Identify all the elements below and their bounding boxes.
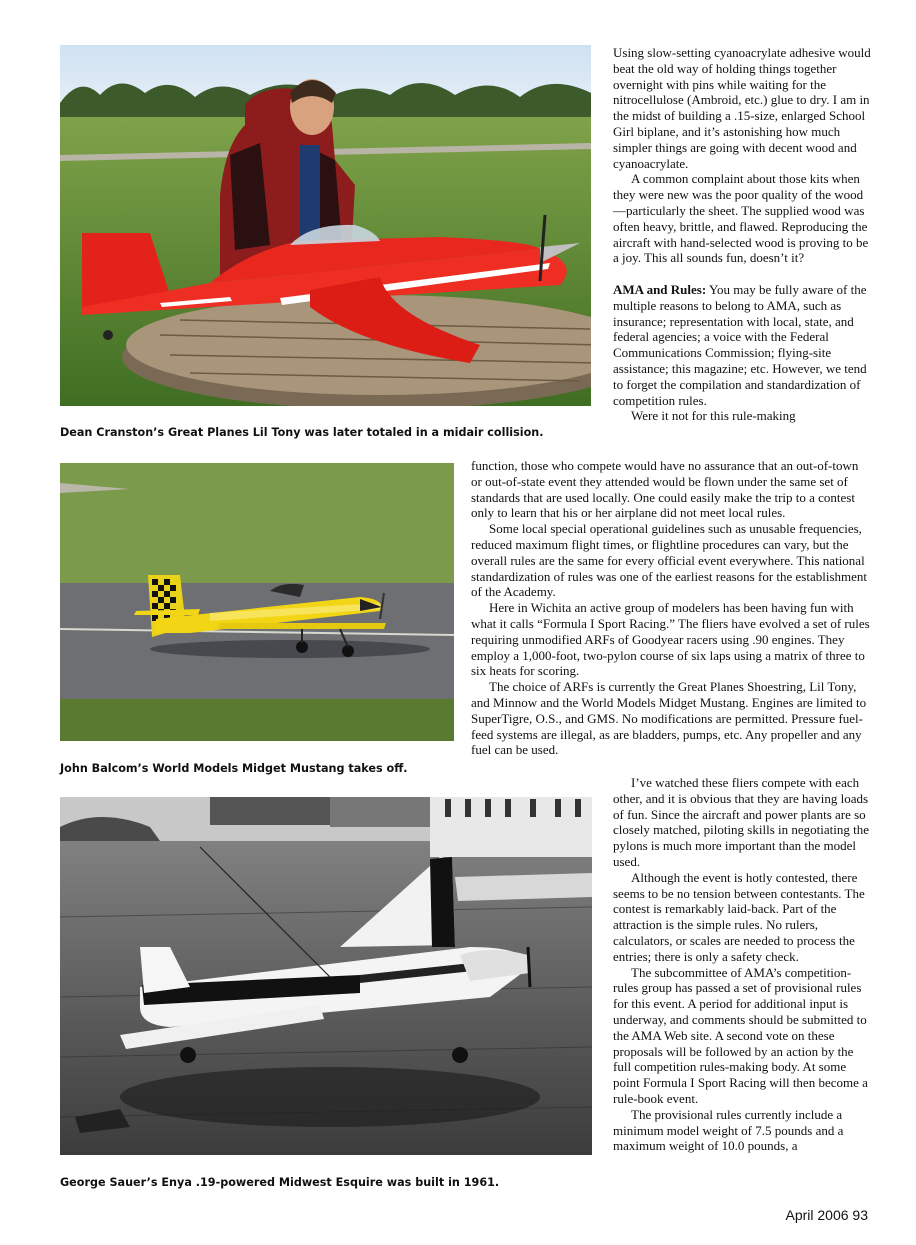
caption-photo-1: Dean Cranston’s Great Planes Lil Tony was later totaled in a midair collision. (60, 426, 544, 439)
text-column-wide (471, 458, 871, 758)
paragraph: The provisional rules currently include a minimum model weight of 7.5 pounds and a maximum weight of 10.0 pounds, a (613, 1106, 844, 1154)
paragraph: A common complaint about those kits when they were new was the poor quality of the wood—particularly the sheet. The supplied wood was often heavy, brittle, and flawed. Reproducing the aircraft with hand-selected wood is proving to be a joy. This all sounds fun, doesn’t it? (613, 171, 869, 266)
paragraph: Although the event is hotly contested, there seems to be no tension between contestants. The contest is remarkably laid-back. Part of the attraction is the simple rules. No rulers, calculators, or scales are needed to process the entries; there is only a safety check. (613, 869, 865, 964)
caption-photo-2: John Balcom’s World Models Midget Mustang takes off. (60, 762, 408, 775)
caption-photo-3: George Sauer’s Enya .19-powered Midwest Esquire was built in 1961. (60, 1176, 500, 1189)
paragraph: Using slow-setting cyanoacrylate adhesive would beat the old way of holding things together overnight with pins while waiting for the nitrocellulose (Ambroid, etc.) glue to dry. I am in the midst of building a .15-size, enlarged School Girl biplane, and it’s astonishing how much simpler things are going with decent wood and cyanoacrylate. (613, 45, 871, 171)
page-folio: April 2006 93 (785, 1207, 868, 1223)
paragraph-ama-rules (613, 282, 871, 408)
paragraph: Here in Wichita an active group of modelers has been having fun with what it calls “Formula I Sport Racing.” The fliers have evolved a set of rules requiring unmodified ARFs of Goodyear racers using .90 engines. They employ a 1,000-foot, two-pylon course of six laps using a matrix of three to six heats for scoring. (471, 600, 870, 679)
paragraph: Were it not for this rule-making (631, 408, 796, 424)
photo-lil-tony (60, 45, 591, 406)
paragraph: The choice of ARFs is currently the Great Planes Shoestring, Lil Tony, and Minnow and the World Models Midget Mustang. Engines are limited to SuperTigre, O.S., and GMS. No modifications are permitted. Pressure fuel-feed systems are illegal, as are bladders, pumps, etc. Any propeller and any fuel can be used. (471, 679, 867, 758)
text-column-bottom (613, 775, 871, 1154)
paragraph: The subcommittee of AMA’s competition-rules group has passed a set of provisional rules for this event. A period for additional input is underway, and comments should be submitted to the AMA Web site. A second vote on these proposals will be followed by an action by the full competition rules-making body. At some point Formula I Sport Racing will then become a rule-book event. (613, 964, 868, 1106)
text-column-top (613, 45, 871, 424)
subheading-ama-rules: AMA and Rules: (613, 281, 707, 297)
ama-rules-text: You may be fully aware of the multiple reasons to belong to AMA, such as insurance; representation with local, state, and federal agencies; a voice with the Federal Communications Commission; flying-site assistance; this magazine; etc. However, we tend to forget the compilation and standardization of competition rules. (613, 281, 867, 408)
paragraph: I’ve watched these fliers compete with each other, and it is obvious that they are having loads of fun. Since the aircraft and power plants are so closely matched, piloting skills in negotiating the pylons is much more important than the model used. (613, 775, 869, 869)
photo-midget-mustang (60, 463, 454, 741)
paragraph: Some local special operational guidelines such as unusable frequencies, reduced maximum flight times, or flightline procedures can vary, but the overall rules are the same for every official event everywhere. This national standardization of rules was one of the earliest reasons for the establishment of the Academy. (471, 521, 868, 600)
photo-midwest-esquire (60, 797, 592, 1155)
paragraph: function, those who compete would have no assurance that an out-of-town or out-of-state event they attended would be flown under the same set of standards that are used locally. One could easily make the trip to a contest only to learn that his or her airplane did not meet local rules. (471, 458, 859, 521)
